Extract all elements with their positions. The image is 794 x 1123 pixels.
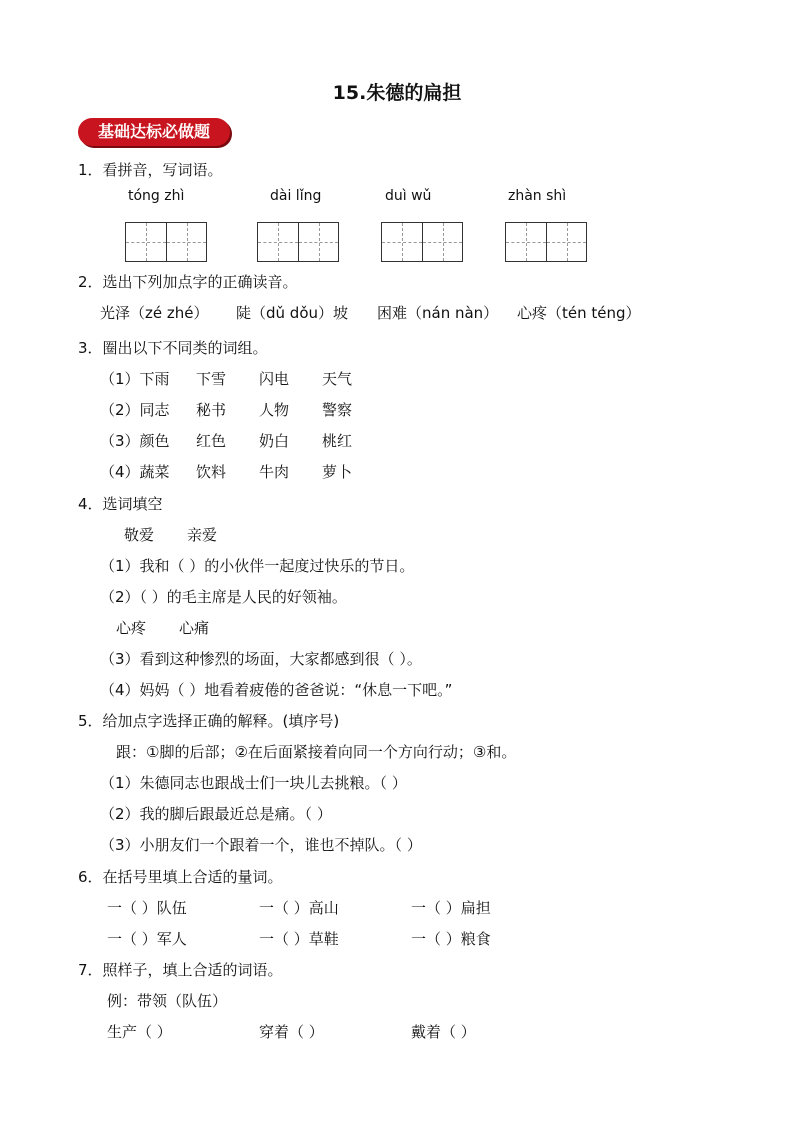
q6-blank[interactable]: 一（ ）军人: [107, 930, 187, 948]
pinyin-4: zhàn shì: [508, 188, 567, 204]
q3-word[interactable]: 闪电: [259, 370, 290, 388]
q5-sentence-2[interactable]: （2）我的脚后跟最近总是痛。（ ）: [100, 805, 332, 823]
q7-blank[interactable]: 戴着（ ）: [411, 1023, 476, 1041]
q2-option-3: 困难（nán nàn）: [377, 304, 499, 322]
pinyin-2: dài lǐng: [270, 188, 322, 204]
q6-blank[interactable]: 一（ ）粮食: [411, 930, 491, 948]
q3-word[interactable]: 奶白: [259, 432, 290, 450]
q4-sentence-3[interactable]: （3）看到这种惨烈的场面，大家都感到很（ ）。: [100, 650, 422, 668]
q4-word-option: 心疼: [116, 619, 147, 637]
q6-blank[interactable]: 一（ ）高山: [259, 899, 339, 917]
q4-word-option: 亲爱: [187, 526, 218, 544]
question-5-label: 5．给加点字选择正确的解释。(填序号): [78, 712, 340, 730]
q3-word[interactable]: 桃红: [322, 432, 353, 450]
q3-word[interactable]: 下雪: [196, 370, 227, 388]
q3-word[interactable]: （2）同志: [100, 401, 170, 419]
q3-word[interactable]: 牛肉: [259, 463, 290, 481]
q3-word[interactable]: 萝卜: [322, 463, 353, 481]
question-4-label: 4．选词填空: [78, 495, 163, 513]
q6-blank[interactable]: 一（ ）队伍: [107, 899, 187, 917]
section-badge: 基础达标必做题: [78, 118, 230, 146]
q3-word[interactable]: （3）颜色: [100, 432, 170, 450]
q3-word[interactable]: 人物: [259, 401, 290, 419]
q5-sentence-3[interactable]: （3）小朋友们一个跟着一个，谁也不掉队。（ ）: [100, 836, 422, 854]
question-1-label: 1．看拼音，写词语。: [78, 161, 223, 179]
q2-option-4: 心疼（tén téng）: [517, 304, 641, 322]
q3-word[interactable]: （4）蔬菜: [100, 463, 170, 481]
writing-grid-3[interactable]: [381, 222, 463, 262]
q5-sentence-1[interactable]: （1）朱德同志也跟战士们一块儿去挑粮。（ ）: [100, 774, 407, 792]
question-2-label: 2．选出下列加点字的正确读音。: [78, 273, 298, 291]
pinyin-3: duì wǔ: [385, 188, 432, 204]
pinyin-1: tóng zhì: [128, 188, 185, 204]
q3-word[interactable]: 警察: [322, 401, 353, 419]
writing-grid-4[interactable]: [505, 222, 587, 262]
q7-blank[interactable]: 生产（ ）: [107, 1023, 172, 1041]
q3-word[interactable]: 秘书: [196, 401, 227, 419]
question-6-label: 6．在括号里填上合适的量词。: [78, 868, 283, 886]
q3-word[interactable]: 天气: [322, 370, 353, 388]
writing-grid-1[interactable]: [125, 222, 207, 262]
q3-word[interactable]: （1）下雨: [100, 370, 170, 388]
question-7-label: 7．照样子，填上合适的词语。: [78, 961, 283, 979]
q3-word[interactable]: 红色: [196, 432, 227, 450]
q4-sentence-2[interactable]: （2）（ ）的毛主席是人民的好领袖。: [100, 588, 347, 606]
q2-option-1: 光泽（zé zhé）: [100, 304, 209, 322]
page-title: 15.朱德的扁担: [332, 82, 462, 104]
q4-sentence-4[interactable]: （4）妈妈（ ）地看着疲倦的爸爸说：“休息一下吧。”: [100, 681, 453, 699]
writing-grid-2[interactable]: [257, 222, 339, 262]
q7-example: 例：带领（队伍）: [107, 992, 228, 1010]
q3-word[interactable]: 饮料: [196, 463, 227, 481]
q5-definition: 跟：①脚的后部；②在后面紧接着向同一个方向行动；③和。: [116, 743, 517, 761]
q4-word-option: 敬爱: [124, 526, 155, 544]
q4-word-option: 心痛: [179, 619, 210, 637]
q7-blank[interactable]: 穿着（ ）: [259, 1023, 324, 1041]
q4-sentence-1[interactable]: （1）我和（ ）的小伙伴一起度过快乐的节日。: [100, 557, 415, 575]
q6-blank[interactable]: 一（ ）草鞋: [259, 930, 339, 948]
question-3-label: 3．圈出以下不同类的词组。: [78, 339, 268, 357]
q6-blank[interactable]: 一（ ）扁担: [411, 899, 491, 917]
q2-option-2: 陡（dǔ dǒu）坡: [236, 304, 349, 322]
